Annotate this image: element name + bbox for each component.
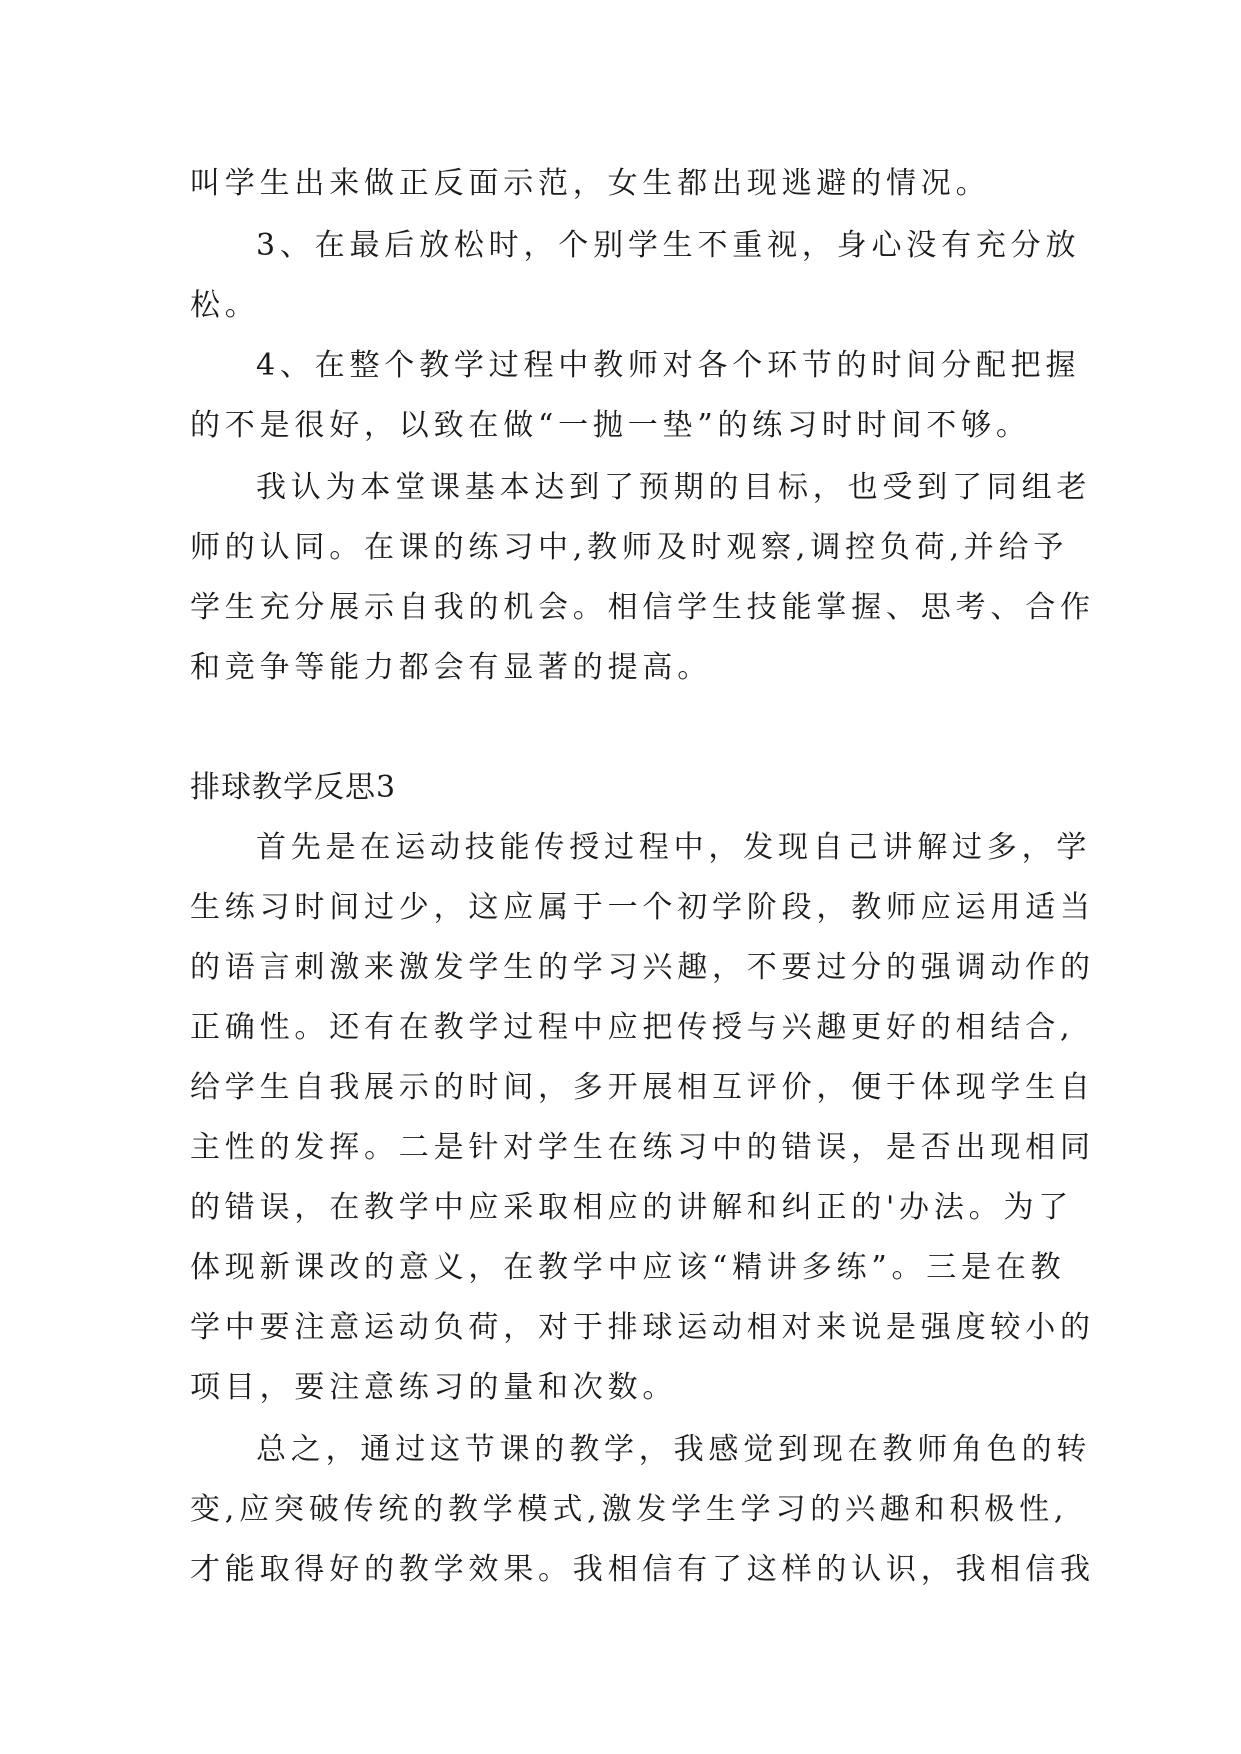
paragraph-line: 体现新课改的意义，在教学中应该“精讲多练”。三是在教 <box>190 1250 1066 1285</box>
section-heading: 排球教学反思3 <box>190 770 397 805</box>
list-item-4: 4、在整个教学过程中教师对各个环节的时间分配把握 <box>256 348 1081 383</box>
paragraph-line: 的不是很好，以致在做“一抛一垫”的练习时时间不够。 <box>190 408 1031 443</box>
paragraph-line: 主性的发挥。二是针对学生在练习中的错误，是否出现相同 <box>190 1130 1095 1165</box>
paragraph-line: 的语言刺激来激发学生的学习兴趣，不要过分的强调动作的 <box>190 950 1095 985</box>
paragraph-line: 总之，通过这节课的教学，我感觉到现在教师角色的转 <box>256 1432 1092 1467</box>
paragraph-line: 首先是在运动技能传授过程中，发现自己讲解过多，学 <box>256 830 1092 865</box>
paragraph-line: 项目，要注意练习的量和次数。 <box>190 1370 678 1405</box>
paragraph-line: 的错误，在教学中应采取相应的讲解和纠正的'办法。为了 <box>190 1190 1074 1225</box>
list-item-3: 3、在最后放松时，个别学生不重视，身心没有充分放 <box>256 228 1081 263</box>
paragraph-line: 生练习时间过少，这应属于一个初学阶段，教师应运用适当 <box>190 890 1095 925</box>
paragraph-line: 我认为本堂课基本达到了预期的目标，也受到了同组老 <box>256 470 1092 505</box>
paragraph-line: 正确性。还有在教学过程中应把传授与兴趣更好的相结合, <box>190 1010 1075 1045</box>
paragraph-line: 松。 <box>190 288 260 323</box>
paragraph-line: 才能取得好的教学效果。我相信有了这样的认识，我相信我 <box>190 1552 1095 1587</box>
paragraph-line: 学生充分展示自我的机会。相信学生技能掌握、思考、合作 <box>190 590 1095 625</box>
paragraph-line: 师的认同。在课的练习中,教师及时观察,调控负荷,并给予 <box>190 530 1069 565</box>
paragraph-line: 叫学生出来做正反面示范，女生都出现逃避的情况。 <box>190 166 991 201</box>
paragraph-line: 和竞争等能力都会有显著的提高。 <box>190 650 712 685</box>
paragraph-line: 给学生自我展示的时间，多开展相互评价，便于体现学生自 <box>190 1070 1095 1105</box>
paragraph-line: 学中要注意运动负荷，对于排球运动相对来说是强度较小的 <box>190 1310 1095 1345</box>
paragraph-line: 变,应突破传统的教学模式,激发学生学习的兴趣和积极性, <box>190 1492 1069 1527</box>
